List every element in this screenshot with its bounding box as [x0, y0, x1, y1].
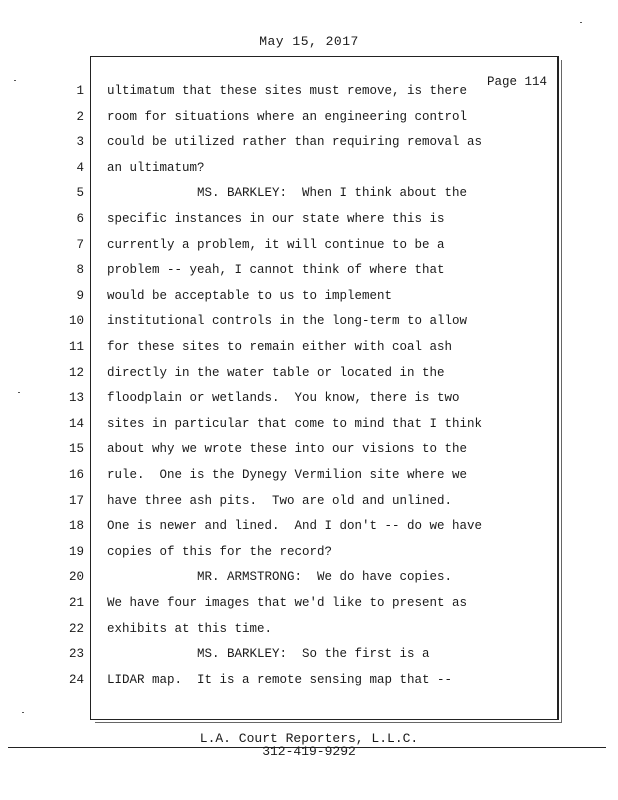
line-number: 9	[76, 288, 84, 303]
transcript-line	[0, 494, 618, 519]
line-number: 8	[76, 263, 84, 278]
line-text: room for situations where an engineering control	[107, 109, 468, 124]
line-number: 23	[68, 647, 84, 662]
line-number: 6	[76, 212, 84, 226]
line-number: 24	[68, 672, 84, 687]
transcript-line	[0, 289, 618, 314]
line-number: 3	[76, 135, 84, 150]
line-text: about why we wrote these into our visions to the	[107, 442, 468, 457]
line-text: could be utilized rather than requiring removal as	[107, 135, 483, 150]
line-text: problem -- yeah, I cannot think of where that	[107, 263, 445, 278]
transcript-line	[0, 622, 618, 647]
line-text: MS. BARKLEY: So the first is a	[107, 647, 430, 662]
transcript-line	[0, 468, 618, 493]
line-number: 15	[68, 442, 84, 457]
line-number: 18	[68, 519, 84, 534]
line-text: rule. One is the Dynegy Vermilion site where we	[107, 468, 468, 482]
line-text: an ultimatum?	[107, 160, 205, 175]
line-number: 22	[68, 621, 84, 636]
line-number: 16	[68, 468, 84, 482]
line-text: LIDAR map. It is a remote sensing map that --	[107, 672, 453, 687]
line-text: We have four images that we'd like to present as	[107, 596, 468, 610]
line-number: 1	[76, 84, 84, 98]
line-text: floodplain or wetlands. You know, there is two	[107, 391, 460, 406]
transcript-line	[0, 314, 618, 339]
line-text: One is newer and lined. And I don't -- do we have	[107, 519, 483, 534]
transcript-line	[0, 596, 618, 621]
line-text: would be acceptable to us to implement	[107, 288, 393, 303]
line-number: 19	[68, 544, 84, 559]
line-number: 11	[68, 340, 84, 354]
line-number: 12	[68, 365, 84, 380]
transcript-line	[0, 442, 618, 467]
line-text: specific instances in our state where this is	[107, 212, 445, 226]
line-number: 4	[76, 160, 84, 175]
transcript-line	[0, 186, 618, 211]
scan-speck	[14, 80, 16, 81]
transcript-line	[0, 366, 618, 391]
line-number: 2	[76, 109, 84, 124]
line-text: have three ash pits. Two are old and unlined.	[107, 493, 453, 508]
line-text: MR. ARMSTRONG: We do have copies.	[107, 570, 453, 585]
transcript-line	[0, 161, 618, 186]
line-text: MS. BARKLEY: When I think about the	[107, 186, 468, 201]
line-number: 14	[68, 416, 84, 431]
transcript-line	[0, 391, 618, 416]
transcript-line	[0, 340, 618, 365]
transcript-line	[0, 84, 618, 109]
transcript-line	[0, 263, 618, 288]
line-number: 5	[76, 186, 84, 201]
line-text: sites in particular that come to mind that I think	[107, 416, 483, 431]
transcript-line	[0, 135, 618, 160]
line-number: 21	[68, 596, 84, 610]
court-reporter-phone: 312-419-9292	[262, 744, 356, 759]
line-text: ultimatum that these sites must remove, is there	[107, 84, 468, 98]
scan-speck	[18, 392, 20, 393]
line-text: for these sites to remain either with coal ash	[107, 340, 453, 354]
line-text: institutional controls in the long-term to allow	[107, 314, 468, 329]
transcript-line	[0, 545, 618, 570]
line-text: directly in the water table or located in the	[107, 365, 445, 380]
transcript-line	[0, 673, 618, 698]
line-number: 10	[68, 314, 84, 329]
transcript-line	[0, 212, 618, 237]
transcript-line	[0, 519, 618, 544]
line-number: 17	[68, 493, 84, 508]
page-number: Page 114	[486, 75, 547, 89]
transcript-line	[0, 238, 618, 263]
line-text: currently a problem, it will continue to be a	[107, 237, 445, 252]
transcript-line	[0, 570, 618, 595]
court-reporter-name: L.A. Court Reporters, L.L.C.	[199, 731, 419, 746]
scan-speck	[22, 712, 24, 713]
transcript-line	[0, 417, 618, 442]
scan-speck	[580, 22, 582, 23]
document-date: May 15, 2017	[259, 34, 359, 49]
transcript-line	[0, 110, 618, 135]
line-number: 7	[76, 237, 84, 252]
transcript-line	[0, 647, 618, 672]
line-text: exhibits at this time.	[107, 621, 273, 636]
line-number: 13	[68, 391, 84, 406]
line-number: 20	[68, 570, 84, 585]
line-text: copies of this for the record?	[107, 544, 333, 559]
